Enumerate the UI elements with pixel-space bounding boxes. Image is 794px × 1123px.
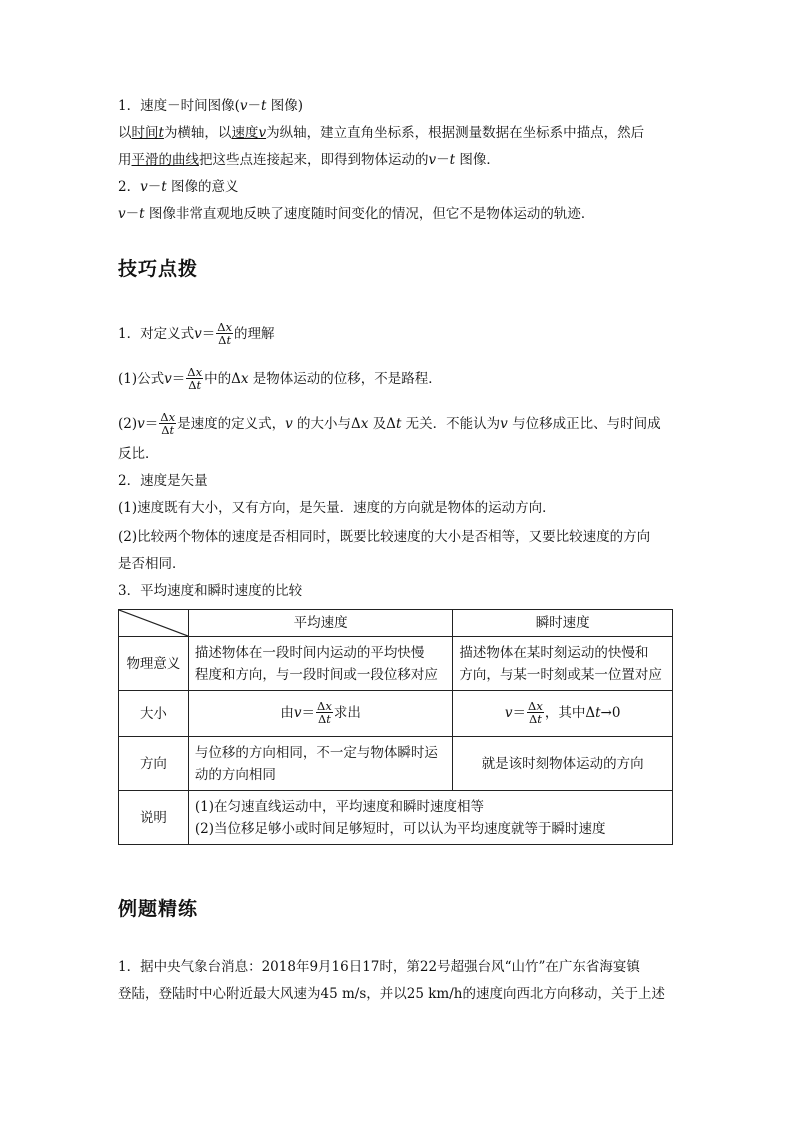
fraction: $\frac{\Delta x}{\Delta t}$ [217,320,233,347]
cell-inst-magnitude: v＝ $\frac{\Delta x}{\Delta t}$ ，其中Δt→0 [453,691,673,737]
row-label-magnitude: 大小 [119,691,189,737]
tip-definition-title: 1．对定义式v＝ $\frac{\Delta x}{\Delta t}$ 的理解 [118,320,275,347]
cell-inst-direction: 就是该时刻物体运动的方向 [453,737,673,791]
cell-avg-meaning: 描述物体在一段时间内运动的平均快慢 程度和方向，与一段时间或一段位移对应 [188,637,452,691]
fraction: $\frac{\Delta x}{\Delta t}$ [187,365,203,392]
cell-avg-direction: 与位移的方向相同，不一定与物体瞬时运 动的方向相同 [188,737,452,791]
tip-comparison-title: 3．平均速度和瞬时速度的比较 [118,583,303,599]
table-row [119,737,673,791]
fraction: $\frac{\Delta x}{\Delta t}$ [528,699,543,726]
tip-definition-1: (1)公式v＝ $\frac{\Delta x}{\Delta t}$ 中的Δx 是物体运动的位移，不是路程． [118,365,442,392]
item-vt-meaning-title: 2．v－t 图像的意义 [118,179,239,195]
fraction: $\frac{\Delta x}{\Delta t}$ [317,699,332,726]
tip-vector-2: (2)比较两个物体的速度是否相同时，既要比较速度的大小是否相等，又要比较速度的方向 [118,529,651,545]
item-vt-graph-title: 1．速度－时间图像(v－t 图像) [118,98,304,114]
tip-vector-title: 2．速度是矢量 [118,473,208,489]
table-header-row [119,610,673,637]
comparison-table [118,609,673,845]
cell-notes: (1)在匀速直线运动中，平均速度和瞬时速度相等 (2)当位移足够小或时间足够短时，可以认为平均速度就等于瞬时速度 [188,791,672,845]
paragraph-vt-meaning: v－t 图像非常直观地反映了速度随时间变化的情况，但它不是物体运动的轨迹． [118,206,595,222]
example-line-2: 登陆，登陆时中心附近最大风速为45 m/s，并以25 km/h的速度向西北方向移动，关于上述 [118,986,665,1002]
cell-inst-meaning: 描述物体在某时刻运动的快慢和 方向，与某一时刻或某一位置对应 [453,637,673,691]
heading-examples: 例题精练 [118,898,199,920]
diagonal-header-cell [119,610,189,637]
cell-avg-magnitude: 由v＝ $\frac{\Delta x}{\Delta t}$ 求出 [188,691,452,737]
header-instantaneous-speed: 瞬时速度 [453,610,673,637]
tip-definition-2-cont: 反比． [118,446,159,462]
paragraph-vt-definition-1: 以时间t为横轴，以速度v为纵轴，建立直角坐标系，根据测量数据在坐标系中描点，然后 [118,125,645,141]
tip-definition-2: (2)v＝ $\frac{\Delta x}{\Delta t}$ 是速度的定义式，v 的大小与Δx 及Δt 无关．不能认为v 与位移成正比、与时间成 [118,410,661,437]
header-average-speed: 平均速度 [188,610,452,637]
tip-vector-1: (1)速度既有大小，又有方向，是矢量．速度的方向就是物体的运动方向． [118,500,556,516]
fraction: $\frac{\Delta x}{\Delta t}$ [160,410,176,437]
example-line-1: 1．据中央气象台消息：2018年9月16日17时，第22号超强台风“山竹”在广东省海宴镇 [118,959,640,975]
table-row [119,691,673,737]
tip-vector-2-cont: 是否相同． [118,556,186,572]
paragraph-vt-definition-2: 用平滑的曲线把这些点连接起来，即得到物体运动的v－t 图像． [118,152,500,168]
row-label-physical-meaning: 物理意义 [119,637,189,691]
heading-tips: 技巧点拨 [118,258,199,280]
table-row [119,637,673,691]
table-row [119,791,673,845]
row-label-notes: 说明 [119,791,189,845]
row-label-direction: 方向 [119,737,189,791]
